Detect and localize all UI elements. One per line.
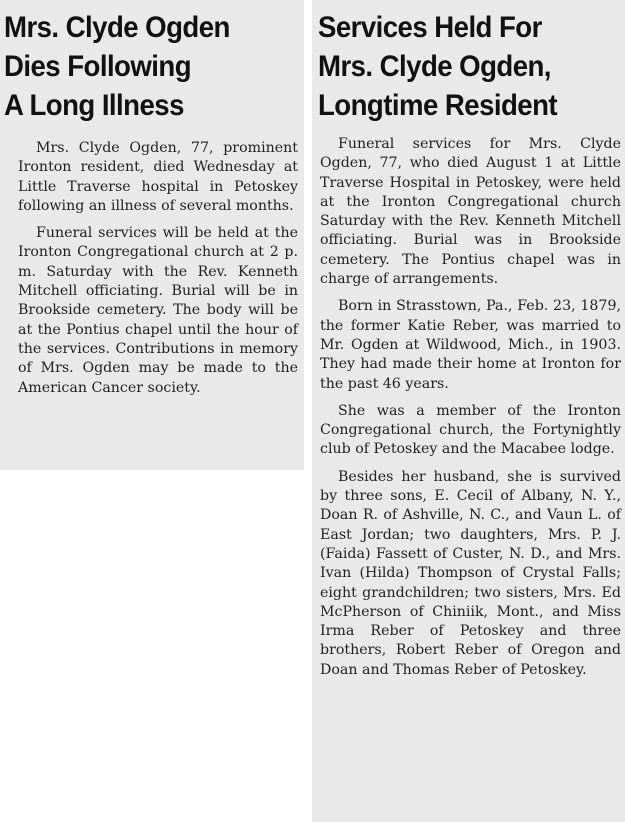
article-paragraph: Besides her husband, she is survived by three sons, E. Cecil of Albany, N. Y., Doan R. of Ashville, N. C., and Vaun L. of East Jordan; two daughters, Mrs. P. J. (Faida) Fassett of Custer, N. D., and Mrs. Ivan (Hilda) Thompson of Crystal Falls; eight grandchildren; two sisters, Mrs. Ed McPherson of Chiniik, Mont., and Miss Irma Reber of Petoskey and three brothers, Robert Reber of Oregon and Doan and Thomas Reber of Petoskey. <box>320 468 621 678</box>
article-paragraph: Mrs. Clyde Ogden, 77, prominent Ironton resident, died Wednesday at Little Traverse hospital in Petoskey following an illness of several months. <box>18 140 298 214</box>
obituary-clipping-right <box>312 0 625 822</box>
headline-line: A Long Illness <box>4 89 184 122</box>
article-paragraph: Funeral services for Mrs. Clyde Ogden, 77, who died August 1 at Little Traverse Hospital in Petoskey, were held at the Ironton Congregational church Saturday with the Rev. Kenneth Mitchell officiating. Burial was in Brookside cemetery. The Pontius chapel was in charge of arrangements. <box>320 136 621 288</box>
article-paragraph: She was a member of the Ironton Congregational church, the Fortynightly club of Petoskey and the Macabee lodge. <box>320 402 621 458</box>
headline <box>4 8 274 125</box>
headline <box>318 8 597 125</box>
article-paragraph: Born in Strasstown, Pa., Feb. 23, 1879, the former Katie Reber, was married to Mr. Ogden at Wildwood, Mich., in 1903. They had made their home at Ironton for the past 46 years. <box>320 298 621 392</box>
headline-line: Longtime Resident <box>318 89 558 122</box>
obituary-clipping-left <box>0 0 304 470</box>
headline-line: Mrs. Clyde Ogden <box>4 11 230 44</box>
headline-line: Mrs. Clyde Ogden, <box>318 50 551 83</box>
headline-line: Services Held For <box>318 11 542 44</box>
headline-line: Dies Following <box>4 50 192 83</box>
article-paragraph: Funeral services will be held at the Ironton Congregational church at 2 p. m. Saturday with the Rev. Kenneth Mitchell officiating. Burial will be in Brookside cemetery. The body will be at the Pontius chapel until the hour of the services. Contributions in memory of Mrs. Ogden may be made to the American Cancer society. <box>18 225 298 396</box>
